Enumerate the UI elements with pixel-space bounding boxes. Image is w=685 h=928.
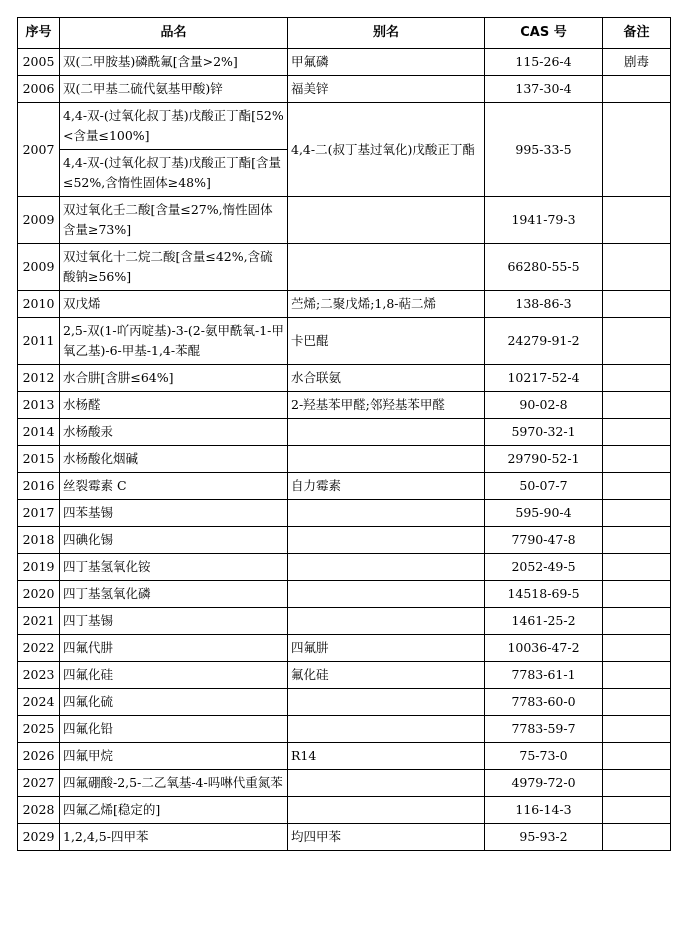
note-cell [603,527,671,554]
alias-cell: 福美锌 [288,76,485,103]
alias-cell [288,527,485,554]
cas-cell: 95-93-2 [485,824,603,851]
header-name: 品名 [60,18,288,49]
table-row [18,662,671,689]
table-row [18,419,671,446]
table-row [18,446,671,473]
alias-cell [288,500,485,527]
table-row [18,197,671,244]
name-cell: 双(二甲胺基)磷酰氟[含量>2%] [60,49,288,76]
alias-cell: 4,4-二(叔丁基过氧化)戊酸正丁酯 [288,103,485,197]
table-row [18,689,671,716]
table-row [18,500,671,527]
seq-cell: 2013 [18,392,60,419]
name-cell: 2,5-双(1-吖丙啶基)-3-(2-氨甲酰氧-1-甲氧乙基)-6-甲基-1,4-苯醌 [60,318,288,365]
table-row [18,318,671,365]
cas-cell: 138-86-3 [485,291,603,318]
note-cell [603,365,671,392]
seq-cell: 2015 [18,446,60,473]
name-cell: 4,4-双-(过氧化叔丁基)戊酸正丁酯[52%<含量≤100%] [60,103,288,150]
note-cell [603,581,671,608]
seq-cell: 2021 [18,608,60,635]
alias-cell: 甲氟磷 [288,49,485,76]
name-cell: 四丁基氢氧化磷 [60,581,288,608]
note-cell [603,473,671,500]
table-row [18,76,671,103]
name-cell: 四氟乙烯[稳定的] [60,797,288,824]
seq-cell: 2027 [18,770,60,797]
name-cell: 四氟代肼 [60,635,288,662]
header-note: 备注 [603,18,671,49]
name-cell: 水杨酸汞 [60,419,288,446]
seq-cell: 2016 [18,473,60,500]
seq-cell: 2029 [18,824,60,851]
name-cell: 丝裂霉素 C [60,473,288,500]
cas-cell: 66280-55-5 [485,244,603,291]
note-cell [603,716,671,743]
table-row [18,527,671,554]
seq-cell: 2005 [18,49,60,76]
header-alias: 别名 [288,18,485,49]
note-cell [603,392,671,419]
name-cell: 四碘化锡 [60,527,288,554]
note-cell [603,103,671,197]
table-row [18,797,671,824]
note-cell [603,662,671,689]
seq-cell: 2009 [18,197,60,244]
seq-cell: 2007 [18,103,60,197]
cas-cell: 50-07-7 [485,473,603,500]
seq-cell: 2026 [18,743,60,770]
note-cell [603,419,671,446]
table-row [18,291,671,318]
cas-cell: 116-14-3 [485,797,603,824]
header-cas: CAS 号 [485,18,603,49]
name-cell: 1,2,4,5-四甲苯 [60,824,288,851]
alias-cell: 四氟肼 [288,635,485,662]
table-row [18,244,671,291]
alias-cell: 2-羟基苯甲醛;邻羟基苯甲醛 [288,392,485,419]
cas-cell: 995-33-5 [485,103,603,197]
seq-cell: 2009 [18,244,60,291]
cas-cell: 90-02-8 [485,392,603,419]
name-cell: 双过氧化壬二酸[含量≤27%,惰性固体含量≥73%] [60,197,288,244]
seq-cell: 2025 [18,716,60,743]
alias-cell [288,716,485,743]
table-row [18,824,671,851]
note-cell [603,197,671,244]
cas-cell: 7790-47-8 [485,527,603,554]
name-cell: 四丁基锡 [60,608,288,635]
chemical-table [17,17,671,851]
seq-cell: 2011 [18,318,60,365]
cas-cell: 115-26-4 [485,49,603,76]
seq-cell: 2012 [18,365,60,392]
seq-cell: 2024 [18,689,60,716]
name-cell: 四苯基锡 [60,500,288,527]
cas-cell: 7783-59-7 [485,716,603,743]
table-row [18,581,671,608]
cas-cell: 7783-60-0 [485,689,603,716]
cas-cell: 1461-25-2 [485,608,603,635]
seq-cell: 2019 [18,554,60,581]
cas-cell: 29790-52-1 [485,446,603,473]
note-cell: 剧毒 [603,49,671,76]
name-cell: 水杨醛 [60,392,288,419]
table-row [18,103,671,150]
alias-cell: 自力霉素 [288,473,485,500]
seq-cell: 2017 [18,500,60,527]
table-row [18,392,671,419]
cas-cell: 4979-72-0 [485,770,603,797]
table-row [18,365,671,392]
note-cell [603,770,671,797]
note-cell [603,635,671,662]
alias-cell: 氟化硅 [288,662,485,689]
name-cell: 四氟硼酸-2,5-二乙氧基-4-吗啉代重氮苯 [60,770,288,797]
note-cell [603,689,671,716]
note-cell [603,500,671,527]
table-row [18,608,671,635]
header-seq: 序号 [18,18,60,49]
note-cell [603,608,671,635]
cas-cell: 75-73-0 [485,743,603,770]
alias-cell [288,554,485,581]
table-row [18,473,671,500]
table-row [18,743,671,770]
name-cell: 四氟化硫 [60,689,288,716]
alias-cell: 水合联氨 [288,365,485,392]
alias-cell: R14 [288,743,485,770]
cas-cell: 24279-91-2 [485,318,603,365]
seq-cell: 2014 [18,419,60,446]
note-cell [603,244,671,291]
note-cell [603,318,671,365]
note-cell [603,743,671,770]
table-row [18,49,671,76]
seq-cell: 2010 [18,291,60,318]
alias-cell [288,689,485,716]
seq-cell: 2020 [18,581,60,608]
name-cell: 四氟甲烷 [60,743,288,770]
alias-cell [288,419,485,446]
alias-cell [288,770,485,797]
alias-cell: 卡巴醌 [288,318,485,365]
name-cell: 双(二甲基二硫代氨基甲酸)锌 [60,76,288,103]
cas-cell: 595-90-4 [485,500,603,527]
name-cell: 四氟化硅 [60,662,288,689]
seq-cell: 2023 [18,662,60,689]
table-row [18,554,671,581]
note-cell [603,824,671,851]
seq-cell: 2018 [18,527,60,554]
name-cell: 双过氧化十二烷二酸[含量≤42%,含硫酸钠≥56%] [60,244,288,291]
alias-cell [288,797,485,824]
table-row [18,635,671,662]
alias-cell [288,581,485,608]
header-row [18,18,671,49]
cas-cell: 1941-79-3 [485,197,603,244]
seq-cell: 2028 [18,797,60,824]
alias-cell: 均四甲苯 [288,824,485,851]
cas-cell: 2052-49-5 [485,554,603,581]
name-cell: 水合肼[含肼≤64%] [60,365,288,392]
alias-cell [288,244,485,291]
alias-cell [288,608,485,635]
note-cell [603,554,671,581]
name-cell: 四氟化铅 [60,716,288,743]
cas-cell: 137-30-4 [485,76,603,103]
name-cell-variant: 4,4-双-(过氧化叔丁基)戊酸正丁酯[含量≤52%,含惰性固体≥48%] [60,150,288,197]
table-row [18,770,671,797]
note-cell [603,797,671,824]
name-cell: 四丁基氢氧化铵 [60,554,288,581]
note-cell [603,291,671,318]
name-cell: 水杨酸化烟碱 [60,446,288,473]
table-row [18,716,671,743]
note-cell [603,76,671,103]
cas-cell: 10217-52-4 [485,365,603,392]
alias-cell [288,197,485,244]
seq-cell: 2022 [18,635,60,662]
alias-cell [288,446,485,473]
cas-cell: 14518-69-5 [485,581,603,608]
cas-cell: 10036-47-2 [485,635,603,662]
alias-cell: 苎烯;二聚戊烯;1,8-萜二烯 [288,291,485,318]
note-cell [603,446,671,473]
cas-cell: 5970-32-1 [485,419,603,446]
cas-cell: 7783-61-1 [485,662,603,689]
name-cell: 双戊烯 [60,291,288,318]
seq-cell: 2006 [18,76,60,103]
